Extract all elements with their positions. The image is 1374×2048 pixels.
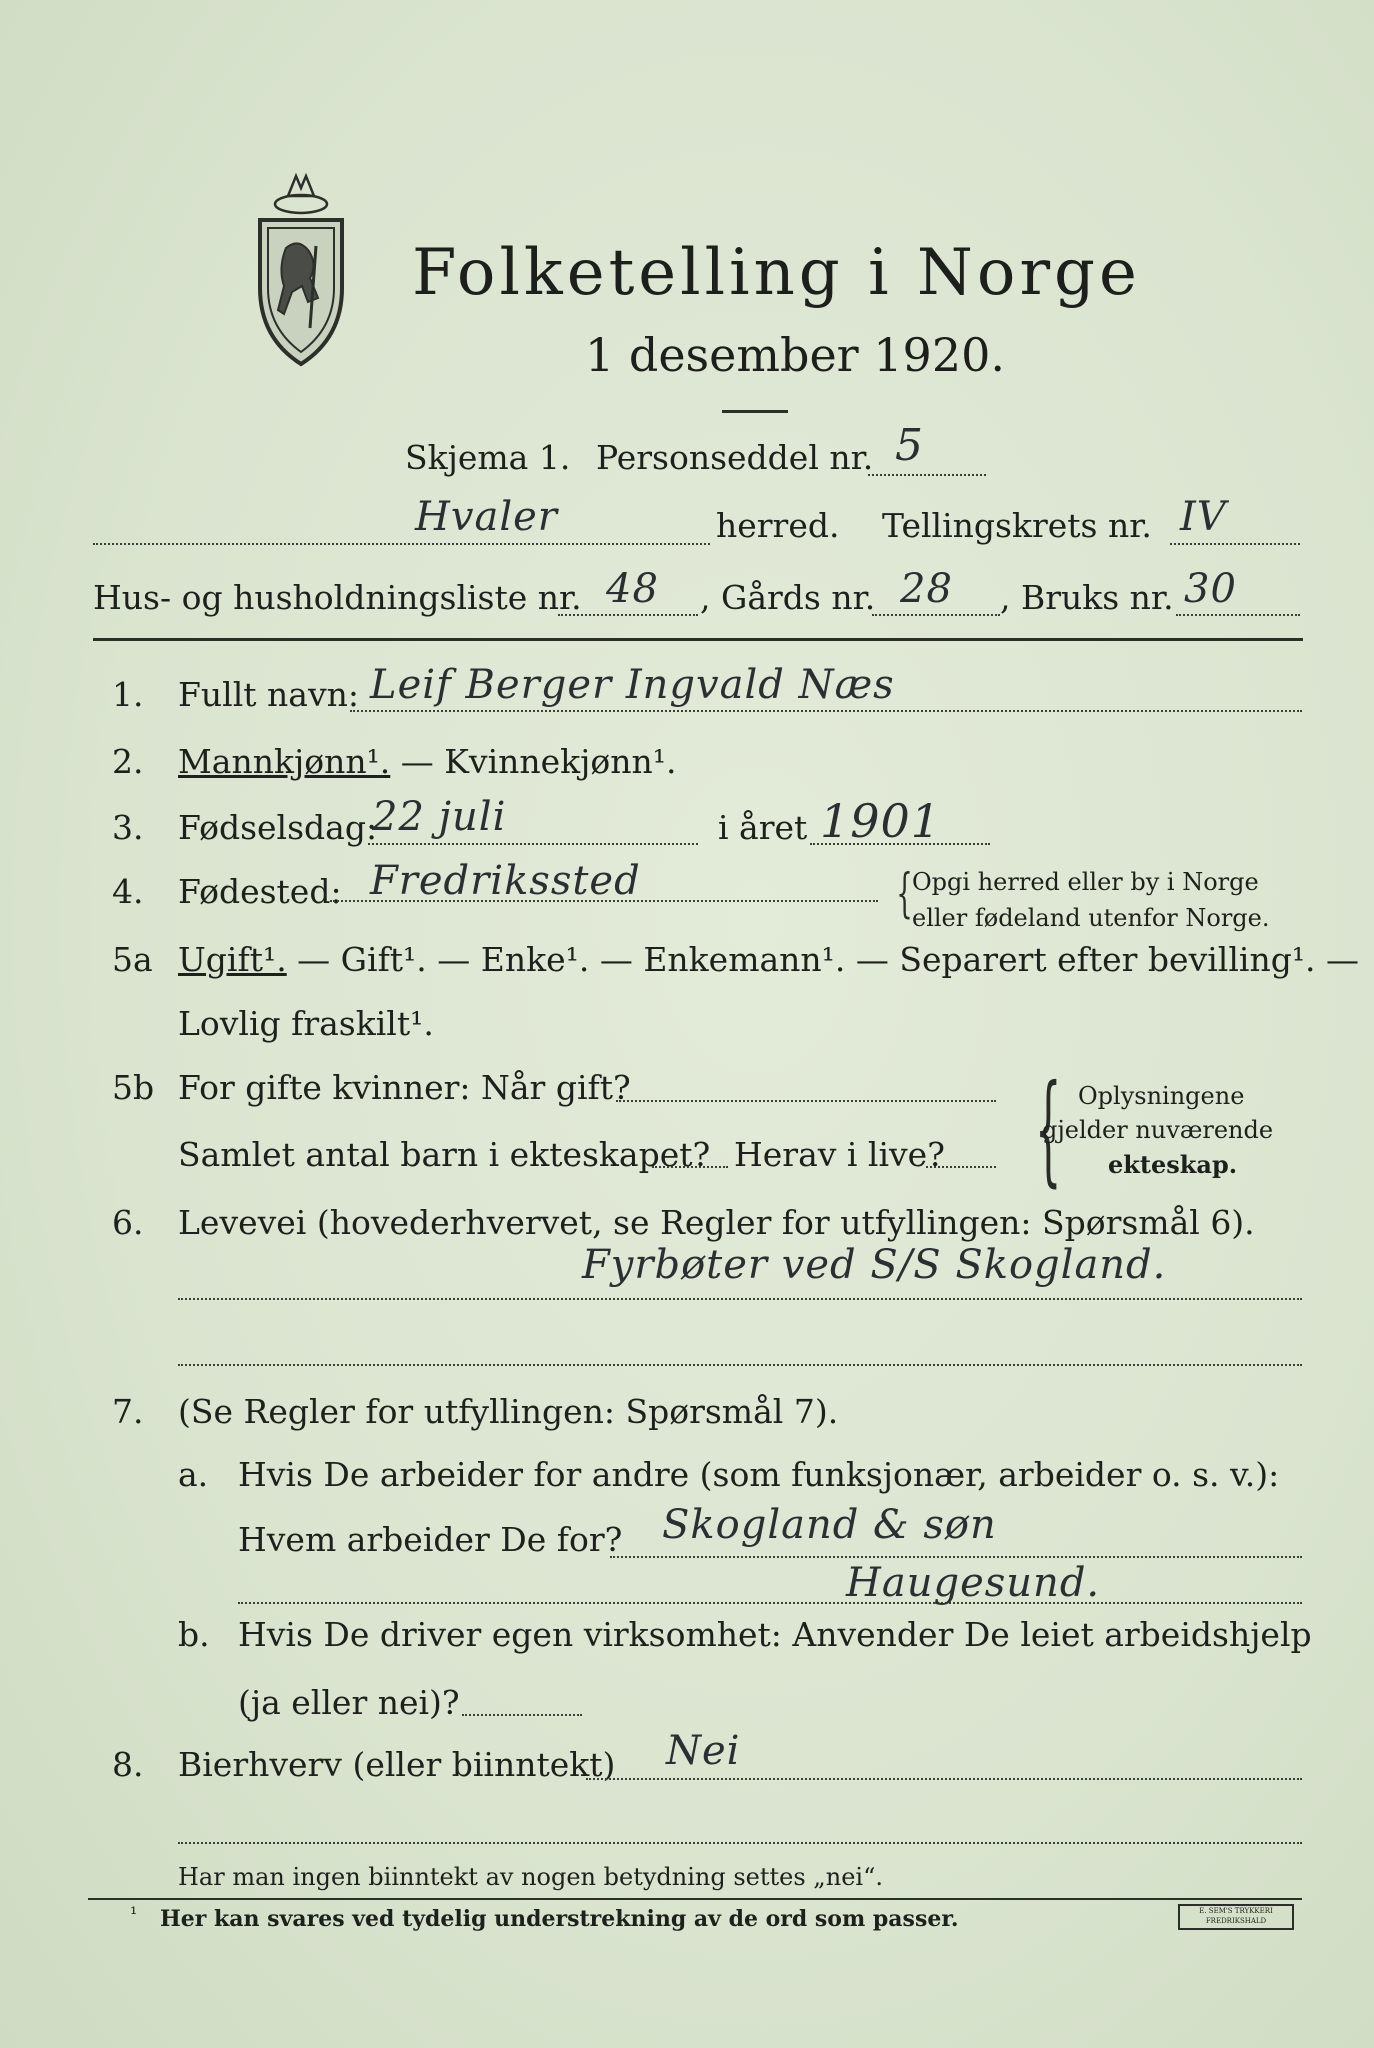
q7-label: (Se Regler for utfyllingen: Spørsmål 7). [178, 1392, 839, 1431]
gards-line [872, 614, 1000, 616]
herred-value: Hvaler [415, 494, 558, 540]
bruks-label: , Bruks nr. [1000, 578, 1174, 617]
personseddel-value: 5 [895, 420, 924, 471]
q6-line1 [178, 1298, 1302, 1300]
q8-extra-line [178, 1842, 1302, 1844]
q5b-married-line [616, 1100, 996, 1102]
q3-year-value: 1901 [820, 794, 942, 848]
q5a-other-options: — Gift¹. — Enke¹. — Enkemann¹. — Separert efter bevilling¹. — [286, 940, 1360, 979]
q6-value: Fyrbøter ved S/S Skogland. [582, 1242, 1167, 1288]
gards-label: , Gårds nr. [700, 578, 876, 617]
q5b-alive-line [926, 1166, 996, 1168]
header-rule [93, 638, 1303, 641]
q7b-letter: b. [178, 1615, 210, 1654]
herred-label: herred. [716, 506, 840, 545]
personseddel-label: Personseddel nr. [596, 438, 874, 477]
q5b-label3: Herav i live? [734, 1135, 945, 1174]
q8-number: 8. [112, 1745, 144, 1784]
q2-options [178, 742, 677, 781]
q7a-letter: a. [178, 1455, 209, 1494]
q5a-number: 5a [112, 940, 153, 979]
q8-label: Bierhverv (eller biinntekt) [178, 1745, 616, 1784]
tellingskrets-line [1170, 543, 1300, 545]
q3-number: 3. [112, 808, 144, 847]
q5a-ugift-option: Ugift¹. [178, 940, 287, 979]
q1-number: 1. [112, 675, 144, 714]
q7a-label2: Hvem arbeider De for? [238, 1520, 623, 1559]
tellingskrets-label: Tellingskrets nr. [882, 506, 1152, 545]
q5b-brace: { [1034, 1060, 1062, 1199]
q5b-note3: ekteskap. [1108, 1150, 1238, 1179]
q5b-label2: Samlet antal barn i ekteskapet? [178, 1135, 711, 1174]
q4-number: 4. [112, 872, 144, 911]
q4-note-line1: Opgi herred eller by i Norge [912, 868, 1259, 896]
q2-male-option: Mannkjønn¹. [178, 742, 391, 781]
q7a-value2: Haugesund. [846, 1560, 1101, 1606]
personseddel-line [868, 474, 986, 476]
q5b-number: 5b [112, 1068, 155, 1107]
footer-note: Har man ingen biinntekt av nogen betydning settes „nei“. [178, 1863, 883, 1891]
q1-label: Fullt navn: [178, 675, 359, 714]
printer-stamp-text: E. SEM'S TRYKKERI FREDRIKSHALD [1199, 1907, 1273, 1925]
q2-female-option: Kvinnekjønn¹. [444, 742, 677, 781]
bruks-value: 30 [1184, 566, 1237, 612]
q8-line [586, 1778, 1302, 1780]
q7a-line2 [238, 1602, 1302, 1604]
tellingskrets-value: IV [1180, 494, 1227, 540]
form-date: 1 desember 1920. [585, 328, 1005, 382]
q4-note-line2: eller fødeland utenfor Norge. [912, 904, 1270, 932]
footnote-text: Her kan svares ved tydelig understrekning av de ord som passer. [160, 1906, 959, 1932]
hus-value: 48 [606, 566, 659, 612]
q8-value: Nei [666, 1728, 741, 1774]
printer-stamp [1178, 1904, 1294, 1930]
q3-value: 22 juli [372, 794, 507, 840]
q3-year-label: i året [718, 808, 808, 847]
q4-brace: { [896, 864, 913, 924]
footnote-mark: ¹ [130, 1904, 138, 1925]
hus-line [558, 614, 698, 616]
q1-line [350, 710, 1302, 712]
q2-number: 2. [112, 742, 144, 781]
bruks-line [1176, 614, 1300, 616]
q7b-label2: (ja eller nei)? [238, 1683, 460, 1722]
footnote-rule [88, 1898, 1302, 1900]
q6-number: 6. [112, 1203, 144, 1242]
q7a-label1: Hvis De arbeider for andre (som funksjonær, arbeider o. s. v.): [238, 1455, 1280, 1494]
q2-separator: — [390, 742, 445, 781]
q7a-line1 [610, 1556, 1302, 1558]
q3-line [368, 843, 698, 845]
hus-label: Hus- og husholdningsliste nr. [93, 578, 582, 617]
q7a-value1: Skogland & søn [662, 1502, 997, 1548]
q5b-label1: For gifte kvinner: Når gift? [178, 1068, 631, 1107]
q7b-line [462, 1714, 582, 1716]
q5b-children-line [652, 1166, 728, 1168]
q1-value: Leif Berger Ingvald Næs [370, 662, 895, 708]
q4-value: Fredrikssted [370, 858, 641, 904]
title-divider [722, 410, 788, 413]
coat-of-arms-icon [248, 168, 354, 368]
q5b-note2: gjelder nuværende [1042, 1116, 1274, 1144]
q7-number: 7. [112, 1392, 144, 1431]
form-title: Folketelling i Norge [412, 236, 1141, 310]
schema-label: Skjema 1. [405, 438, 571, 477]
q6-line2 [178, 1364, 1302, 1366]
q5a-line2: Lovlig fraskilt¹. [178, 1004, 434, 1043]
q3-label: Fødselsdag: [178, 808, 378, 847]
gards-value: 28 [900, 566, 953, 612]
q4-label: Fødested: [178, 872, 342, 911]
q7b-label1: Hvis De driver egen virksomhet: Anvender De leiet arbeidshjelp [238, 1615, 1312, 1654]
herred-line [93, 543, 710, 545]
q5b-note1: Oplysningene [1078, 1082, 1245, 1110]
q5a-options [178, 940, 1359, 979]
q6-label: Levevei (hovederhvervet, se Regler for utfyllingen: Spørsmål 6). [178, 1203, 1255, 1242]
